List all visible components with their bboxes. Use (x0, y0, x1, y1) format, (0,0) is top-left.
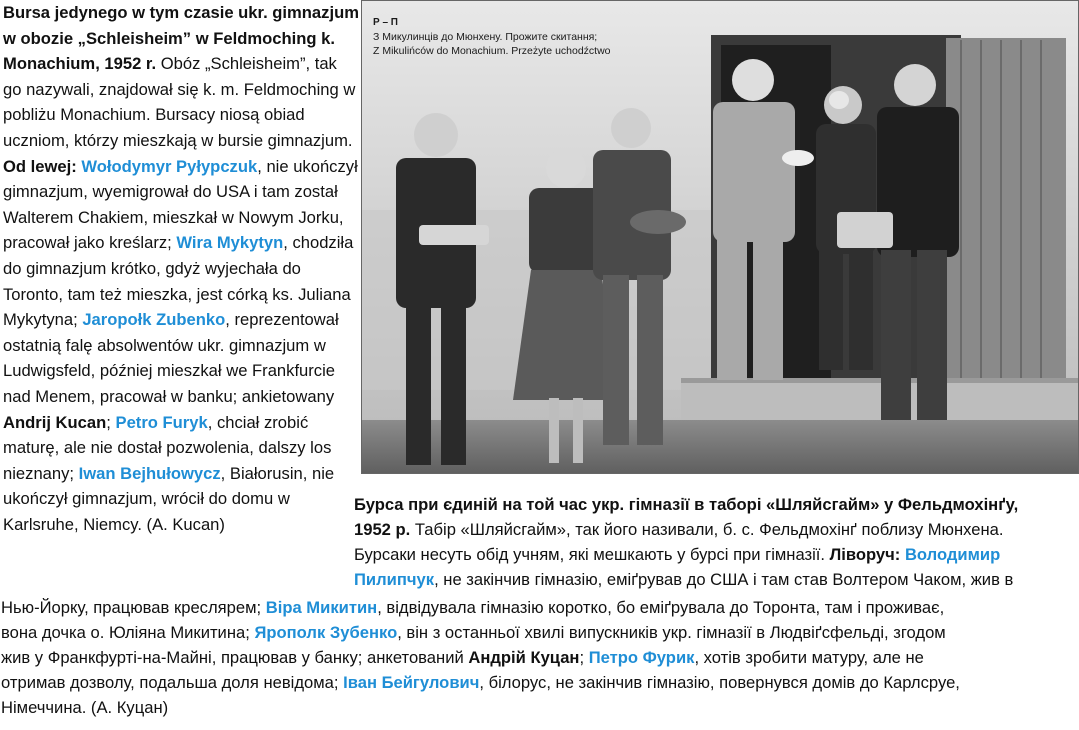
person-name-bold: Andrij Kucan (3, 412, 107, 432)
ukrainian-caption-text: отримав дозволу, подальша доля невідома; (1, 673, 344, 692)
ukrainian-caption-line (354, 568, 1013, 592)
ukrainian-caption-text: , не закінчив гімназію, еміґрував до США і там став Волтером Чаком, жив в (434, 570, 1014, 589)
polish-caption-text: , nie ukończył gimnazjum, wyemigrował do USA i tam został Walterem Chakiem, mieszkał w Nowym Jorku, pracował jako kreślarz; (3, 156, 358, 253)
ukrainian-caption-text: Табір «Шляйсгайм», так його називали, б. с. Фельдмохінґ поблизу Мюнхена. (410, 520, 1004, 539)
ukrainian-caption-line (1, 596, 944, 620)
person-name-link[interactable]: Віра Микитин (265, 598, 378, 617)
polish-caption-text: Obóz „Schleisheim”, tak go nazywali, znajdował się k. m. Feldmoching w pobliżu Monachium. Bursacy niosą obiad uczniom, którzy mieszkają w bursie gimnazjum. (3, 54, 356, 150)
ukrainian-caption-text: , відвідувала гімназію коротко, бо еміґрувала до Торонта, там і проживає, (377, 598, 945, 617)
person-name-link[interactable]: Wołodymyr Pyłypczuk (81, 156, 258, 176)
ukrainian-caption-text: , він з останньої хвилі випускників укр. гімназії в Людвіґсфельді, згодом (397, 623, 946, 642)
person-name-link[interactable]: Петро Фурик (588, 648, 695, 667)
ukrainian-caption-text: Німеччина. (А. Куцан) (1, 698, 169, 717)
ukrainian-caption-title: 1952 р. (354, 520, 411, 539)
polish-from-left-label: Od lewej: (3, 156, 77, 176)
ukrainian-caption-text: , білорус, не закінчив гімназію, повернувся домів до Карлсруе, (479, 673, 960, 692)
ukrainian-from-left-label: Ліворуч: (829, 545, 901, 564)
ukrainian-caption-text: Нью-Йорку, працював креслярем; (1, 598, 266, 617)
polish-caption-text: , Białorusin, nie ukończył gimnazjum, wrócił do domu w Karlsruhe, Niemcy. (A. Kucan) (3, 463, 335, 534)
polish-caption-title: Bursa jedynego w tym czasie ukr. gimnazjum w obozie „Schleisheim” w Feldmoching k. Monachium, 1952 r. (3, 3, 359, 74)
photo-caption-label: Р – П (373, 17, 398, 28)
photo-caption-pl: Z Mikulińców do Monachium. Przeżyte uchodźctwo (373, 45, 611, 57)
person-name-link[interactable]: Іван Бейгулович (343, 673, 480, 692)
ukrainian-caption-text: вона дочка о. Юліяна Микитина; (1, 623, 255, 642)
historical-photo (361, 0, 1079, 474)
ukrainian-caption-line (1, 696, 168, 720)
photo-caption (373, 16, 703, 58)
ukrainian-caption-line (1, 671, 960, 695)
ukrainian-caption-text: жив у Франкфурті-на-Майні, працював у банку; анкетований (1, 648, 469, 667)
ukrainian-caption-line (354, 518, 1004, 542)
person-name-link[interactable]: Пилипчук (354, 570, 435, 589)
polish-caption (3, 0, 359, 537)
person-name-link[interactable]: Petro Furyk (115, 412, 208, 432)
person-name-link[interactable]: Jaropołk Zubenko (82, 310, 226, 330)
person-name-link[interactable]: Iwan Bejhułowycz (78, 463, 221, 483)
ukrainian-caption-text: , хотів зробити матуру, але не (694, 648, 924, 667)
photo-illustration (361, 0, 1079, 474)
ukrainian-caption-line (354, 543, 1000, 567)
person-name-link[interactable]: Володимир (900, 545, 1001, 564)
polish-caption-text: , chciał zrobić maturę, ale nie dostał pozwolenia, dalszy los nieznany; (3, 412, 332, 483)
photo-caption-uk: З Микулинців до Мюнхену. Прожите скитання; (373, 31, 598, 43)
polish-caption-text: , chodziła do gimnazjum krótko, gdyż wyjechała do Toronto, tam też mieszka, jest córką ks. Juliana Mykytyna; (3, 233, 354, 330)
ukrainian-caption-title: Бурса при єдиній на той час укр. гімназії в таборі «Шляйсгайм» у Фельдмохінґу, (354, 495, 1019, 514)
polish-caption-text: ; (106, 412, 116, 432)
ukrainian-caption-text: ; (579, 648, 589, 667)
person-name-link[interactable]: Wira Mykytyn (176, 233, 284, 253)
ukrainian-caption-line (1, 621, 946, 645)
ukrainian-caption-text: Бурсаки несуть обід учням, які мешкають у бурсі при гімназії. (354, 545, 830, 564)
polish-caption-text: , reprezentował ostatnią falę absolwentów ukr. gimnazjum w Ludwigsfeld, później mieszkał we Frankfurcie nad Menem, pracował w banku; ankietowany (3, 310, 339, 406)
person-name-bold: Андрій Куцан (468, 648, 580, 667)
ukrainian-caption-line (1, 646, 924, 670)
ukrainian-caption-line (354, 493, 1018, 517)
person-name-link[interactable]: Ярополк Зубенко (254, 623, 398, 642)
